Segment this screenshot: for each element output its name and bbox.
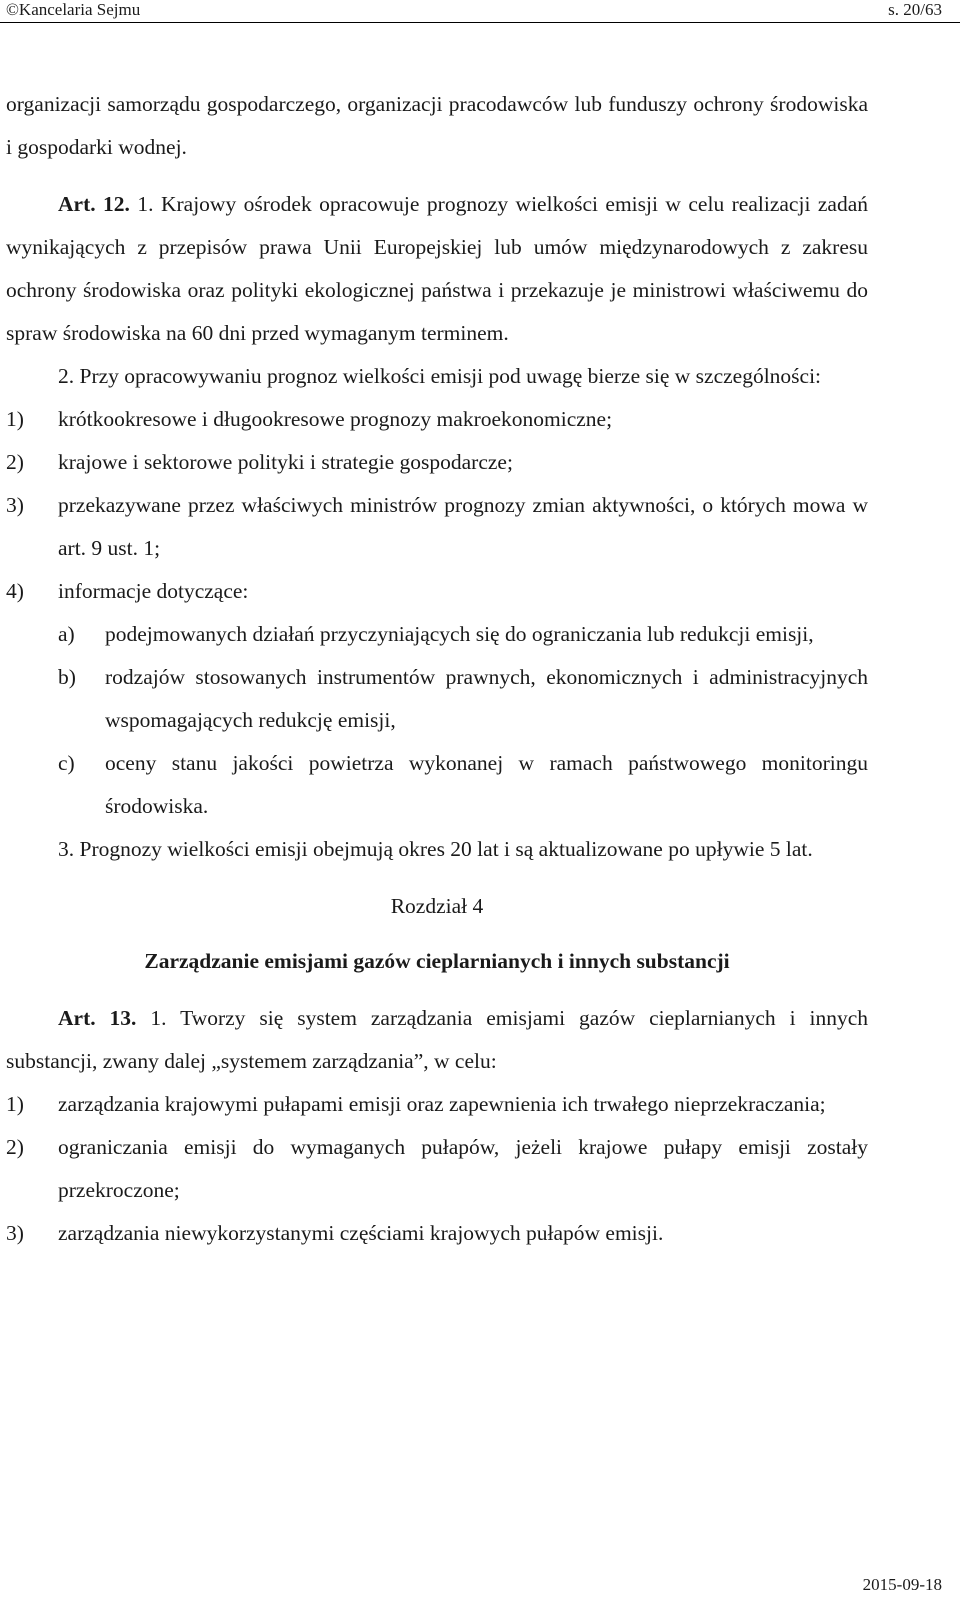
list-item-number: 3): [6, 1221, 24, 1245]
list-item-text: ograniczania emisji do wymaganych pułapów, jeżeli krajowe pułapy emisji zostały przekroczone;: [58, 1135, 868, 1202]
list-item-number: 2): [6, 1135, 24, 1159]
copyright-label: ©Kancelaria Sejmu: [6, 0, 141, 19]
list-item: [6, 1083, 868, 1126]
sub-list-item: [58, 742, 868, 828]
art12-ust3: 3. Prognozy wielkości emisji obejmują okres 20 lat i są aktualizowane po upływie 5 lat.: [58, 837, 813, 861]
list-item: [6, 1126, 868, 1212]
sub-list-item-letter: b): [58, 665, 76, 689]
list-item: [6, 1212, 868, 1255]
footer-date: 2015-09-18: [862, 1575, 942, 1594]
sub-list-item: [58, 656, 868, 742]
sub-list-item-letter: c): [58, 751, 75, 775]
list-item: [6, 398, 868, 441]
continuation-paragraph: organizacji samorządu gospodarczego, organizacji pracodawców lub funduszy ochrony środowiska i gospodarki wodnej.: [6, 92, 868, 159]
chapter-number: Rozdział 4: [390, 894, 484, 918]
art13-ust1: [6, 997, 868, 1083]
list-item-number: 1): [6, 1092, 24, 1116]
sub-list-item-text: oceny stanu jakości powietrza wykonanej w ramach państwowego monitoringu środowiska.: [105, 751, 868, 818]
list-item-text: informacje dotyczące:: [58, 579, 249, 603]
list-item-number: 3): [6, 493, 24, 517]
list-item-text: przekazywane przez właściwych ministrów prognozy zmian aktywności, o których mowa w art. 9 ust. 1;: [58, 493, 868, 560]
sub-list-item-text: rodzajów stosowanych instrumentów prawnych, ekonomicznych i administracyjnych wspomagających redukcję emisji,: [105, 665, 868, 732]
header-rule: [0, 22, 960, 23]
list-item: [6, 484, 868, 570]
list-item-text: zarządzania niewykorzystanymi częściami krajowych pułapów emisji.: [58, 1221, 664, 1245]
page-header: [0, 0, 960, 23]
art12-ust1: [6, 183, 868, 355]
sub-list-item-letter: a): [58, 622, 75, 646]
art12-ust2: 2. Przy opracowywaniu prognoz wielkości emisji pod uwagę bierze się w szczególności:: [58, 364, 822, 388]
art13-label: Art. 13.: [58, 1006, 137, 1030]
art12-label: Art. 12.: [58, 192, 130, 216]
list-item-number: 1): [6, 407, 24, 431]
list-item-number: 4): [6, 579, 24, 603]
art12-ust1-text: 1. Krajowy ośrodek opracowuje prognozy wielkości emisji w celu realizacji zadań wynikających z przepisów prawa Unii Europejskiej lub umów międzynarodowych z zakresu ochrony środowiska oraz polityki ekologicznej państwa i przekazuje je ministrowi właściwemu do spraw środowiska na 60 dni przed wymaganym terminem.: [6, 192, 868, 345]
list-item: [6, 441, 868, 484]
sub-list-item: [58, 613, 868, 656]
list-item-number: 2): [6, 450, 24, 474]
page-number: s. 20/63: [888, 0, 942, 19]
list-item-text: krótkookresowe i długookresowe prognozy makroekonomiczne;: [58, 407, 613, 431]
sub-list-item-text: podejmowanych działań przyczyniających się do ograniczania lub redukcji emisji,: [105, 622, 814, 646]
list-item-text: krajowe i sektorowe polityki i strategie gospodarcze;: [58, 450, 513, 474]
chapter-title: Zarządzanie emisjami gazów cieplarnianych i innych substancji: [144, 949, 730, 973]
art13-ust1-text: 1. Tworzy się system zarządzania emisjami gazów cieplarnianych i innych substancji, zwany dalej „systemem zarządzania”, w celu:: [6, 1006, 869, 1073]
document-body: [6, 83, 868, 1255]
list-item-text: zarządzania krajowymi pułapami emisji oraz zapewnienia ich trwałego nieprzekraczania;: [58, 1092, 826, 1116]
list-item: [6, 570, 868, 613]
